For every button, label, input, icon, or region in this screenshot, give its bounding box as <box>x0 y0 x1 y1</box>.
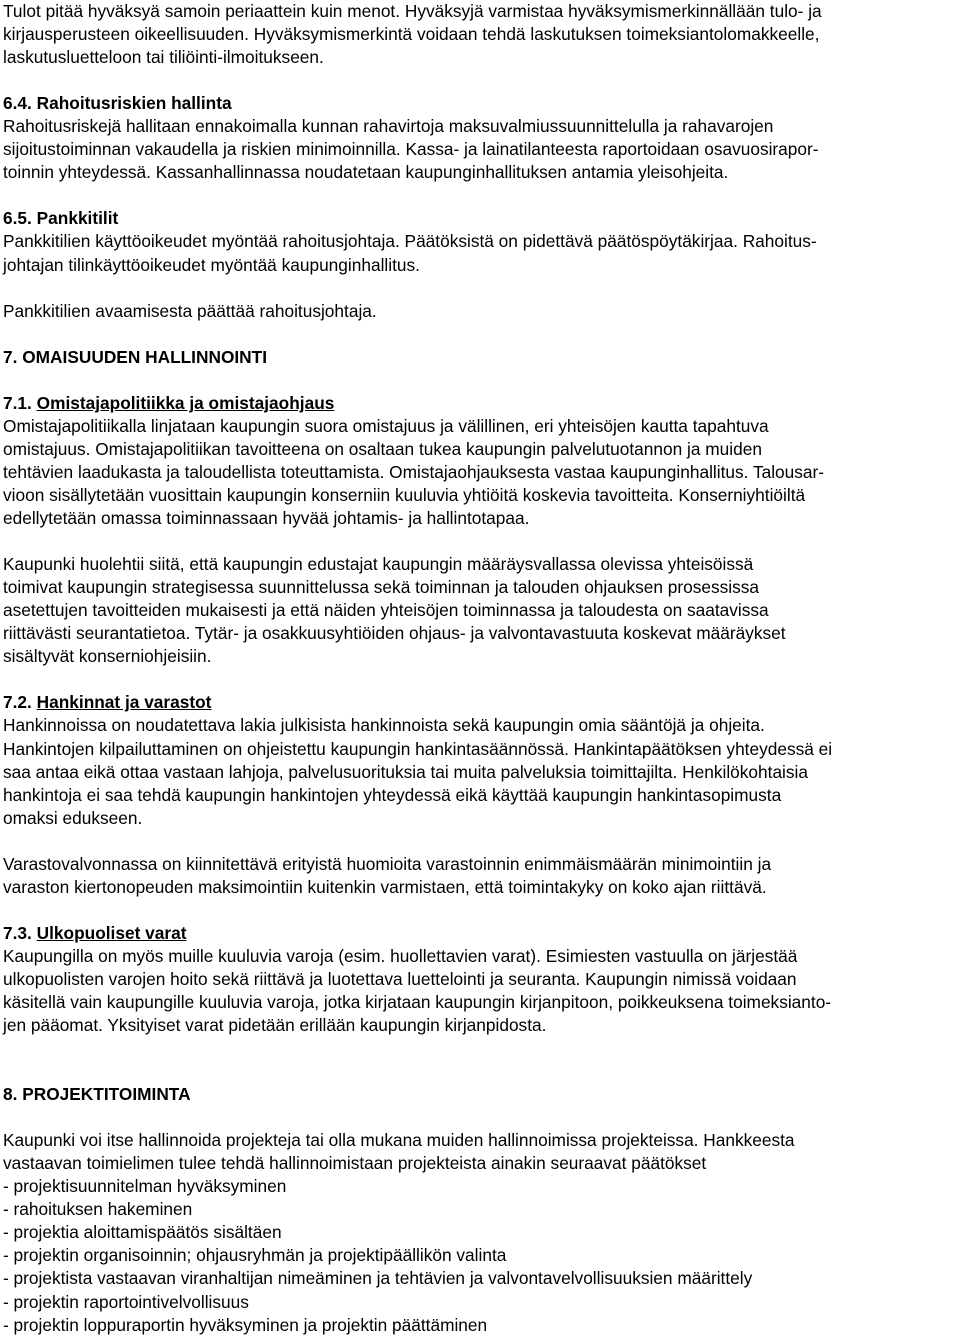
paragraph-line: toinnin yhteydessä. Kassanhallinnassa noudatetaan kaupunginhallituksen antamia yleisohjeita. <box>3 162 729 183</box>
section-heading <box>3 691 958 714</box>
paragraph-line: laskutusluetteloon tai tiliöinti-ilmoitukseen. <box>3 47 324 68</box>
chapter-heading: 8. PROJEKTITOIMINTA <box>3 1084 191 1105</box>
section-6-4 <box>3 92 958 184</box>
paragraph-line: Kaupungilla on myös muille kuuluvia varoja (esim. huollettavien varat). Esimiesten vastuulla on järjestää <box>3 945 798 966</box>
list-item: - projektin loppuraportin hyväksyminen ja projektin päättäminen <box>3 1314 488 1335</box>
section-7-3 <box>3 922 958 1037</box>
paragraph-line: toimivat kaupungin strategisessa suunnittelussa sekä toiminnan ja talouden ohjauksen prosessissa <box>3 577 760 598</box>
section-number: 7.1. <box>3 392 37 413</box>
list-item: - projektista vastaavan viranhaltijan nimeäminen ja tehtävien ja valvontavelvollisuuksien määrittely <box>3 1268 753 1289</box>
paragraph-line: Hankintojen kilpailuttaminen on ohjeistettu kaupungin hankintasäännössä. Hankintapäätöksen yhteydessä ei <box>3 738 833 759</box>
paragraph-line: asetettujen tavoitteiden mukaisesti ja että näiden yhteisöjen toiminnassa ja taloudesta on saatavissa <box>3 600 769 621</box>
section-heading <box>3 207 958 230</box>
section-6-5 <box>3 207 958 322</box>
paragraph-line: jen pääomat. Yksityiset varat pidetään erillään kaupungin kirjanpidosta. <box>3 1015 547 1036</box>
paragraph-line: sisältyvät konserniohjeisiin. <box>3 646 212 667</box>
decision-list <box>3 1175 958 1336</box>
section-number: 6.5. <box>3 208 37 229</box>
section-number: 6.4. <box>3 93 37 114</box>
paragraph-line: vioon sisällytetään vuosittain kaupungin konserniin kuuluvia yhtiöitä koskevia tavoitteita. Konserniyhtiöiltä <box>3 484 806 505</box>
paragraph-line: Rahoitusriskejä hallitaan ennakoimalla kunnan rahavirtoja maksuvalmiussuunnittelulla ja rahavarojen <box>3 116 774 137</box>
paragraph-line: kirjausperusteen oikeellisuuden. Hyväksymismerkintä voidaan tehdä laskutuksen toimeksiantolomakkeelle, <box>3 24 820 45</box>
paragraph-line: Kaupunki huolehtii siitä, että kaupungin edustajat kaupungin määräysvallassa olevissa yhteisöissä <box>3 554 754 575</box>
section-heading <box>3 92 958 115</box>
paragraph-line: ulkopuolisten varojen hoito sekä riittävä ja luotettava luettelointi ja seuranta. Kaupungin nimissä voidaan <box>3 968 797 989</box>
paragraph-line: johtajan tilinkäyttöoikeudet myöntää kaupunginhallitus. <box>3 254 420 275</box>
section-7-1 <box>3 392 958 669</box>
document-page <box>3 0 958 1337</box>
section-7-2 <box>3 691 958 898</box>
paragraph-line: vastaavan toimielimen tulee tehdä hallinnoimistaan projekteista ainakin seuraavat päätökset <box>3 1153 707 1174</box>
paragraph-line: varaston kiertonopeuden maksimointiin kuitenkin varmistaen, että toimintakyky on koko ajan riittävä. <box>3 876 767 897</box>
section-heading <box>3 922 958 945</box>
paragraph-line: Hankinnoissa on noudatettava lakia julkisista hankinnoista sekä kaupungin omia sääntöjä ja ohjeita. <box>3 715 765 736</box>
list-item: - rahoituksen hakeminen <box>3 1199 193 1220</box>
paragraph-line: edellytetään omassa toiminnassaan hyvää johtamis- ja hallintotapaa. <box>3 508 530 529</box>
paragraph-line: käsitellä vain kaupungille kuuluvia varoja, jotka kirjataan kaupungin kirjanpitoon, poikkeuksena toimeksianto- <box>3 992 832 1013</box>
paragraph-line: Pankkitilien käyttöoikeudet myöntää rahoitusjohtaja. Päätöksistä on pidettävä päätöspöytäkirjaa. Rahoitus- <box>3 231 817 252</box>
paragraph-line: Kaupunki voi itse hallinnoida projekteja tai olla mukana muiden hallinnoimissa projekteissa. Hankkeesta <box>3 1130 795 1151</box>
section-title: Ulkopuoliset varat <box>36 922 187 943</box>
paragraph-line: omaksi edukseen. <box>3 807 143 828</box>
list-item: - projektin raportointivelvollisuus <box>3 1291 249 1312</box>
paragraph-line: tehtävien laadukasta ja taloudellista toteuttamista. Omistajaohjauksesta vastaa kaupunginhallitus. Talousar- <box>3 461 825 482</box>
intro-paragraph <box>3 0 958 69</box>
section-8 <box>3 1083 958 1337</box>
paragraph-line: Omistajapolitiikalla linjataan kaupungin suora omistajuus ja välillinen, eri yhteisöjen kautta tapahtuva <box>3 415 769 436</box>
list-item: - projektisuunnitelman hyväksyminen <box>3 1176 287 1197</box>
section-heading <box>3 392 958 415</box>
paragraph-line: Tulot pitää hyväksyä samoin periaattein kuin menot. Hyväksyjä varmistaa hyväksymismerkinnällään tulo- ja <box>3 1 822 21</box>
section-number: 7.3. <box>3 922 37 943</box>
paragraph-line: riittävästi seurantatietoa. Tytär- ja osakkuusyhtiöiden ohjaus- ja valvontavastuuta koskevat määräykset <box>3 623 786 644</box>
chapter-heading: 7. OMAISUUDEN HALLINNOINTI <box>3 346 268 367</box>
section-title: Pankkitilit <box>36 208 119 229</box>
paragraph-line: omistajuus. Omistajapolitiikan tavoitteena on osaltaan tukea kaupungin palvelutuotannon ja muiden <box>3 438 762 459</box>
paragraph-line: saa antaa eikä ottaa vastaan lahjoja, palvelusuorituksia tai muita palveluksia toimittajilta. Henkilökohtaisia <box>3 761 808 782</box>
section-title: Rahoitusriskien hallinta <box>36 93 232 114</box>
paragraph-line: Varastovalvonnassa on kiinnitettävä erityistä huomioita varastoinnin enimmäismäärän minimointiin ja <box>3 853 772 874</box>
section-number: 7.2. <box>3 692 37 713</box>
paragraph-line: hankintoja ei saa tehdä kaupungin hankintojen yhteydessä eikä käyttää kaupungin hankintasopimusta <box>3 784 782 805</box>
list-item: - projektia aloittamispäätös sisältäen <box>3 1222 282 1243</box>
paragraph-line: sijoitustoiminnan vakaudella ja riskien minimoinnilla. Kassa- ja lainatilanteesta raportoidaan osavuosirapor- <box>3 139 819 160</box>
list-item: - projektin organisoinnin; ohjausryhmän ja projektipäällikön valinta <box>3 1245 507 1266</box>
section-title: Omistajapolitiikka ja omistajaohjaus <box>36 392 335 413</box>
paragraph-line: Pankkitilien avaamisesta päättää rahoitusjohtaja. <box>3 300 377 321</box>
section-title: Hankinnat ja varastot <box>36 692 212 713</box>
